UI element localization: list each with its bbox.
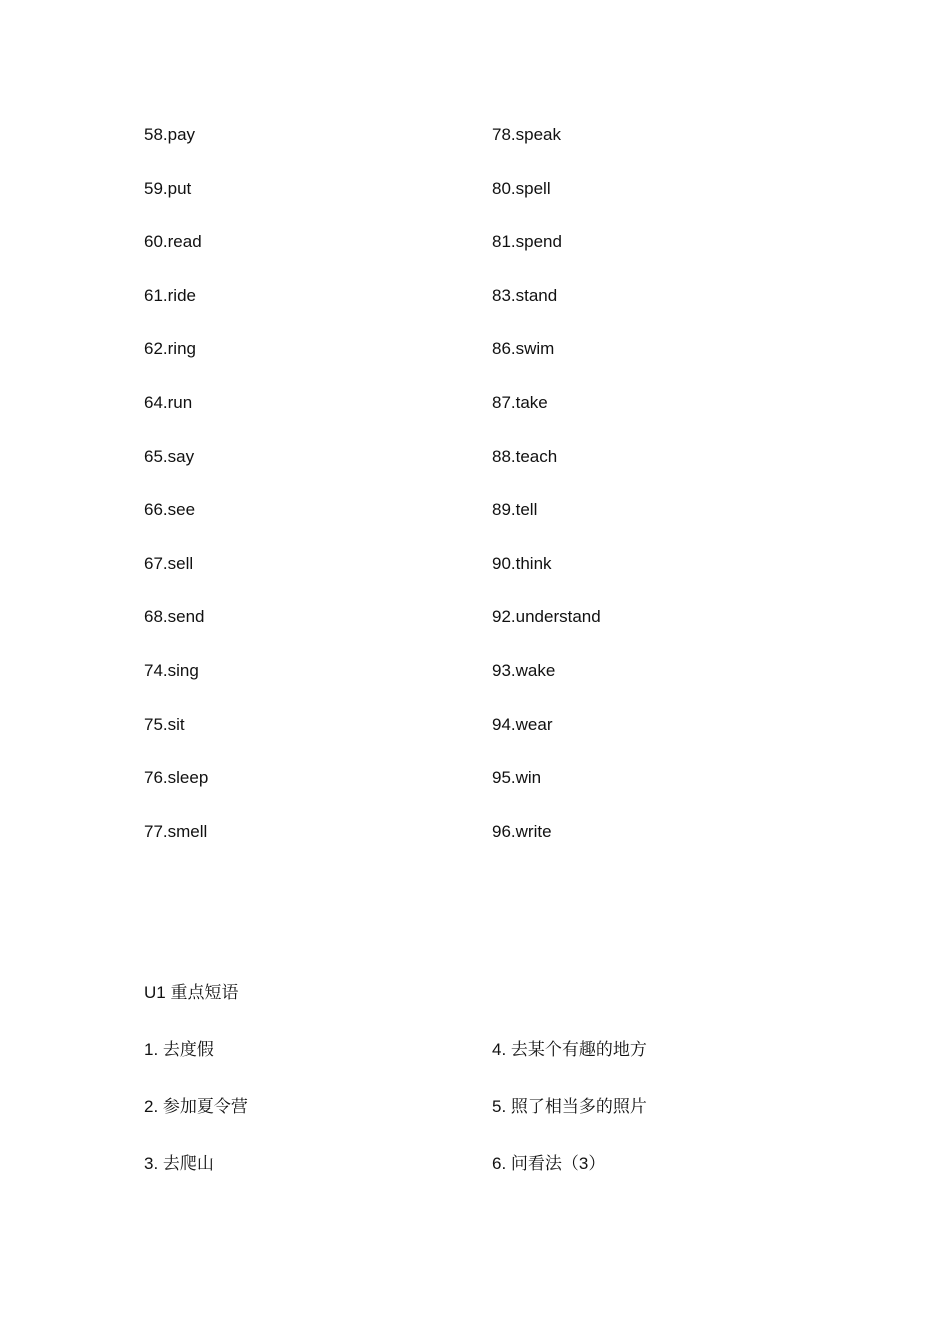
- word-item: 78.speak: [492, 125, 561, 144]
- word-item: 64.run: [144, 392, 193, 412]
- word-item: 88.teach: [492, 446, 558, 466]
- word-item: 77.smell: [144, 821, 208, 841]
- word-item: 75.sit: [144, 714, 185, 734]
- word-item: 74.sing: [144, 660, 199, 680]
- section-heading: U1 重点短语: [144, 983, 239, 1002]
- phrase-item: 4. 去某个有趣的地方: [492, 1040, 647, 1059]
- word-item: 81.spend: [492, 232, 562, 252]
- word-list-left: [144, 124, 474, 874]
- word-item: 94.wear: [492, 714, 553, 734]
- word-item: 65.say: [144, 446, 195, 466]
- word-item: 60.read: [144, 232, 202, 252]
- word-item: 62.ring: [144, 339, 196, 359]
- word-item: 67.sell: [144, 553, 194, 573]
- phrase-item: 6. 问看法（3）: [492, 1154, 606, 1173]
- word-item: 83.stand: [492, 285, 558, 305]
- word-item: 68.send: [144, 607, 205, 627]
- word-item: 89.tell: [492, 500, 538, 520]
- word-item: 66.see: [144, 500, 196, 520]
- phrase-list-right: [492, 1039, 822, 1210]
- phrase-list-left: [144, 1039, 474, 1210]
- word-item: 61.ride: [144, 285, 196, 305]
- phrase-item: 5. 照了相当多的照片: [492, 1097, 647, 1116]
- word-item: 87.take: [492, 392, 548, 412]
- phrase-item: 1. 去度假: [144, 1040, 214, 1059]
- word-item: 90.think: [492, 553, 552, 573]
- word-item: 96.write: [492, 821, 552, 841]
- word-item: 92.understand: [492, 607, 601, 627]
- word-list-right: [492, 124, 822, 874]
- word-item: 93.wake: [492, 660, 556, 680]
- word-item: 95.win: [492, 768, 542, 788]
- word-item: 80.spell: [492, 178, 551, 198]
- word-item: 58.pay: [144, 125, 196, 144]
- phrase-item: 3. 去爬山: [144, 1154, 214, 1173]
- word-item: 76.sleep: [144, 768, 209, 788]
- word-item: 59.put: [144, 178, 192, 198]
- word-item: 86.swim: [492, 339, 555, 359]
- phrase-item: 2. 参加夏令营: [144, 1097, 248, 1116]
